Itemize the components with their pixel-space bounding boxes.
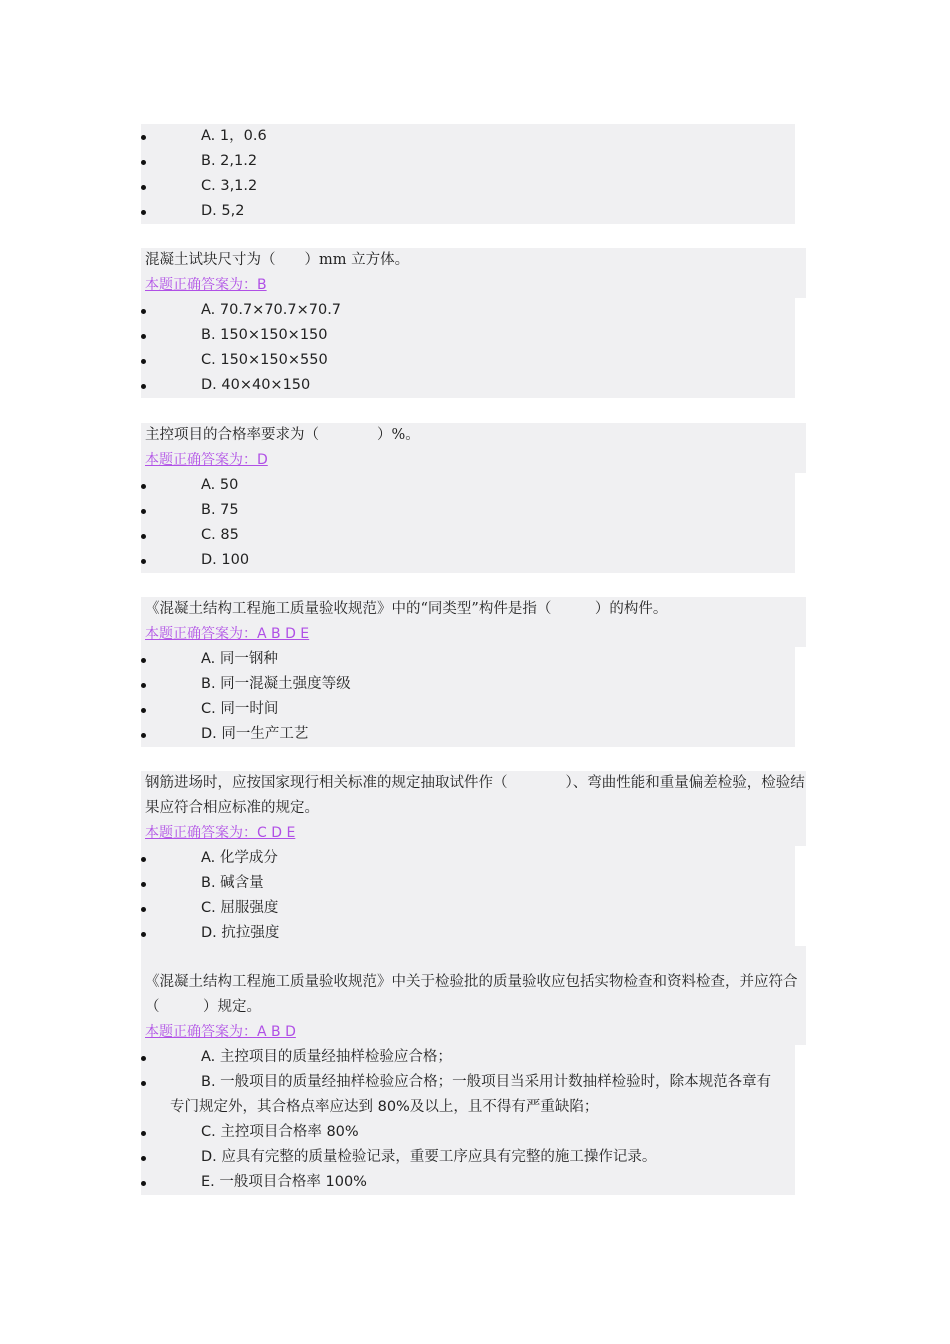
option-item: D. 应具有完整的质量检验记录，重要工序应具有完整的施工操作记录。 (141, 1145, 795, 1170)
question-block (141, 771, 806, 846)
bullet-icon (141, 932, 146, 937)
question-block (141, 248, 806, 298)
question-text: 混凝土试块尺寸为（ ）mm 立方体。 (145, 252, 410, 268)
option-item: B. 碱含量 (141, 871, 795, 896)
question-text: 《混凝土结构工程施工质量验收规范》中的“同类型”构件是指（ ）的构件。 (145, 601, 668, 617)
option-item: D. 抗拉强度 (141, 921, 795, 946)
option-item: B. 2,1.2 (141, 149, 795, 174)
option-item: A. 1，0.6 (141, 124, 795, 149)
option-item: E. 一般项目合格率 100% (141, 1170, 795, 1195)
option-item: D. 100 (141, 548, 795, 573)
question-text: 《混凝土结构工程施工质量验收规范》中关于检验批的质量验收应包括实物检查和资料检查，并应符合（ ）规定。 (145, 974, 798, 1015)
bullet-icon (141, 334, 146, 339)
option-item: B. 75 (141, 498, 795, 523)
option-item: C. 3,1.2 (141, 174, 795, 199)
bullet-icon (141, 484, 146, 489)
option-item: B. 同一混凝土强度等级 (141, 672, 795, 697)
bullet-icon (141, 683, 146, 688)
bullet-icon (141, 384, 146, 389)
options-list (141, 473, 795, 573)
bullet-icon (141, 509, 146, 514)
question-block (141, 423, 806, 473)
options-list (141, 647, 795, 747)
option-item: C. 同一时间 (141, 697, 795, 722)
options-list (141, 298, 795, 398)
question-text: 主控项目的合格率要求为（ ）%。 (145, 427, 420, 443)
answer-link[interactable]: 本题正确答案为：C D E (145, 825, 296, 841)
answer-link[interactable]: 本题正确答案为：A B D (145, 1024, 296, 1040)
option-item: D. 40×40×150 (141, 373, 795, 398)
answer-link[interactable]: 本题正确答案为：D (145, 452, 268, 468)
options-list (141, 124, 795, 224)
bullet-icon (141, 882, 146, 887)
option-item: D. 同一生产工艺 (141, 722, 795, 747)
answer-link[interactable]: 本题正确答案为：B (145, 277, 267, 293)
option-item: C. 150×150×550 (141, 348, 795, 373)
bullet-icon (141, 907, 146, 912)
bullet-icon (141, 359, 146, 364)
bullet-icon (141, 160, 146, 165)
option-item: D. 5,2 (141, 199, 795, 224)
option-item: A. 同一钢种 (141, 647, 795, 672)
bullet-icon (141, 733, 146, 738)
option-item: B. 150×150×150 (141, 323, 795, 348)
option-item: A. 主控项目的质量经抽样检验应合格； (141, 1045, 795, 1070)
bullet-icon (141, 1056, 146, 1061)
bullet-icon (141, 708, 146, 713)
option-item: C. 屈服强度 (141, 896, 795, 921)
option-item: C. 主控项目合格率 80% (141, 1120, 795, 1145)
question-block (141, 946, 806, 1045)
bullet-icon (141, 185, 146, 190)
options-list (141, 846, 795, 946)
question-text: 钢筋进场时，应按国家现行相关标准的规定抽取试件作（ ）、弯曲性能和重量偏差检验，检验结果应符合相应标准的规定。 (145, 775, 805, 816)
answer-link[interactable]: 本题正确答案为：A B D E (145, 626, 310, 642)
bullet-icon (141, 135, 146, 140)
option-item (141, 1070, 795, 1120)
bullet-icon (141, 1131, 146, 1136)
option-text: B. 一般项目的质量经抽样检验应合格；一般项目当采用计数抽样检验时，除本规范各章有 (201, 1074, 772, 1090)
option-item: C. 85 (141, 523, 795, 548)
bullet-icon (141, 1156, 146, 1161)
bullet-icon (141, 1081, 146, 1086)
bullet-icon (141, 1181, 146, 1186)
question-block (141, 597, 806, 647)
option-text-continuation: 专门规定外，其合格点率应达到 80%及以上，且不得有严重缺陷； (170, 1099, 599, 1115)
bullet-icon (141, 309, 146, 314)
option-item: A. 70.7×70.7×70.7 (141, 298, 795, 323)
bullet-icon (141, 658, 146, 663)
option-item: A. 化学成分 (141, 846, 795, 871)
bullet-icon (141, 559, 146, 564)
bullet-icon (141, 534, 146, 539)
option-item: A. 50 (141, 473, 795, 498)
bullet-icon (141, 857, 146, 862)
options-list (141, 1045, 795, 1195)
bullet-icon (141, 210, 146, 215)
